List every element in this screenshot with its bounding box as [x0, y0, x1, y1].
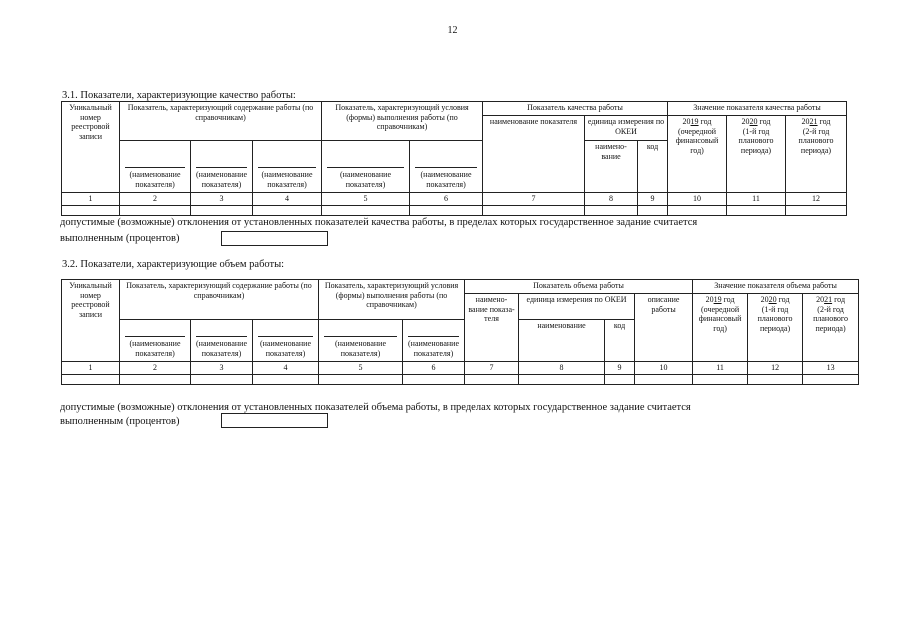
- sub-name-5: (наименование показателя): [319, 320, 403, 362]
- table-cell[interactable]: [410, 205, 483, 215]
- sub-name-2: (наименование показателя): [120, 141, 191, 193]
- col-num: 5: [319, 362, 403, 375]
- col-num: 12: [786, 193, 847, 206]
- table-cell[interactable]: [635, 374, 693, 384]
- h-year-2: 2020 год (1-й год планового периода): [727, 116, 786, 193]
- table-cell[interactable]: [668, 205, 727, 215]
- table-cell[interactable]: [191, 374, 253, 384]
- col-num: 4: [253, 362, 319, 375]
- col-num: 7: [483, 193, 585, 206]
- h-unique-number: Уникальный номер реестровой записи: [62, 102, 120, 193]
- section-3-1-title: 3.1. Показатели, характеризующие качество работы:: [62, 90, 296, 101]
- h-unit-code: код: [605, 320, 635, 362]
- col-num: 2: [120, 193, 191, 206]
- h-unit-name: наименование: [519, 320, 605, 362]
- h-unit: единица измерения по ОКЕИ: [519, 294, 635, 320]
- table-cell[interactable]: [253, 374, 319, 384]
- table-cell[interactable]: [253, 205, 322, 215]
- table-cell[interactable]: [786, 205, 847, 215]
- volume-note-line1: допустимые (возможные) отклонения от установленных показателей объема работы, в пределах которых государственное задание считается: [60, 402, 691, 413]
- col-num: 13: [803, 362, 859, 375]
- col-num: 1: [62, 362, 120, 375]
- table-cell[interactable]: [120, 374, 191, 384]
- col-num: 4: [253, 193, 322, 206]
- table-cell[interactable]: [727, 205, 786, 215]
- col-num: 12: [748, 362, 803, 375]
- h-quality: Показатель качества работы: [483, 102, 668, 116]
- volume-deviation-input[interactable]: [221, 413, 328, 428]
- h-unit-code: код: [638, 141, 668, 193]
- col-num: 10: [668, 193, 727, 206]
- sub-name-4: (наименование показателя): [253, 141, 322, 193]
- col-num: 3: [191, 362, 253, 375]
- h-indicator-name: наимено- вание показа- теля: [465, 294, 519, 362]
- sub-name-6: (наименование показателя): [410, 141, 483, 193]
- table-cell[interactable]: [191, 205, 253, 215]
- h-indicator-name: наименование показателя: [483, 116, 585, 193]
- col-num: 5: [322, 193, 410, 206]
- col-num: 8: [585, 193, 638, 206]
- h-unit-name: наимено- вание: [585, 141, 638, 193]
- col-num: 8: [519, 362, 605, 375]
- section-3-2-title: 3.2. Показатели, характеризующие объем работы:: [62, 259, 285, 270]
- h-volume: Показатель объема работы: [465, 280, 693, 294]
- col-num: 6: [410, 193, 483, 206]
- col-num: 9: [638, 193, 668, 206]
- sub-name-2: (наименование показателя): [120, 320, 191, 362]
- table-cell[interactable]: [62, 205, 120, 215]
- table-cell[interactable]: [748, 374, 803, 384]
- col-num: 2: [120, 362, 191, 375]
- h-unit: единица измерения по ОКЕИ: [585, 116, 668, 141]
- quality-table: [61, 101, 847, 216]
- h-value: Значение показателя объема работы: [693, 280, 859, 294]
- sub-name-4: (наименование показателя): [253, 320, 319, 362]
- table-cell[interactable]: [465, 374, 519, 384]
- h-conditions: Показатель, характеризующий условия (формы) выполнения работы (по справочникам): [319, 280, 465, 320]
- table-cell[interactable]: [638, 205, 668, 215]
- col-num: 11: [693, 362, 748, 375]
- table-cell[interactable]: [519, 374, 605, 384]
- col-num: 10: [635, 362, 693, 375]
- h-year-1: 2019 год (очередной финансовый год): [668, 116, 727, 193]
- col-num: 9: [605, 362, 635, 375]
- h-year-3: 2021 год (2-й год планового периода): [786, 116, 847, 193]
- h-year-1: 2019 год (очередной финансовый год): [693, 294, 748, 362]
- col-num: 6: [403, 362, 465, 375]
- table-cell[interactable]: [403, 374, 465, 384]
- h-value: Значение показателя качества работы: [668, 102, 847, 116]
- h-content: Показатель, характеризующий содержание работы (по справочникам): [120, 102, 322, 141]
- sub-name-3: (наименование показателя): [191, 320, 253, 362]
- table-cell[interactable]: [483, 205, 585, 215]
- h-work-description: описание работы: [635, 294, 693, 362]
- volume-table: [61, 279, 859, 385]
- sub-name-5: (наименование показателя): [322, 141, 410, 193]
- page-number: 12: [447, 25, 458, 36]
- table-cell[interactable]: [62, 374, 120, 384]
- table-cell[interactable]: [585, 205, 638, 215]
- h-year-2: 2020 год (1-й год планового периода): [748, 294, 803, 362]
- table-cell[interactable]: [803, 374, 859, 384]
- table-cell[interactable]: [120, 205, 191, 215]
- table-cell[interactable]: [319, 374, 403, 384]
- col-num: 11: [727, 193, 786, 206]
- table-cell[interactable]: [605, 374, 635, 384]
- quality-deviation-input[interactable]: [221, 231, 328, 246]
- volume-note-line2: выполненным (процентов): [60, 416, 180, 427]
- h-conditions: Показатель, характеризующий условия (формы) выполнения работы (по справочникам): [322, 102, 483, 141]
- table-cell[interactable]: [693, 374, 748, 384]
- sub-name-6: (наименование показателя): [403, 320, 465, 362]
- col-num: 1: [62, 193, 120, 206]
- h-unique-number: Уникальный номер реестровой записи: [62, 280, 120, 362]
- table-cell[interactable]: [322, 205, 410, 215]
- quality-note-line1: допустимые (возможные) отклонения от установленных показателей качества работы, в пределах которых государственное задание считается: [60, 217, 698, 228]
- sub-name-3: (наименование показателя): [191, 141, 253, 193]
- col-num: 7: [465, 362, 519, 375]
- h-year-3: 2021 год (2-й год планового периода): [803, 294, 859, 362]
- quality-note-line2: выполненным (процентов): [60, 233, 180, 244]
- col-num: 3: [191, 193, 253, 206]
- h-content: Показатель, характеризующий содержание работы (по справочникам): [120, 280, 319, 320]
